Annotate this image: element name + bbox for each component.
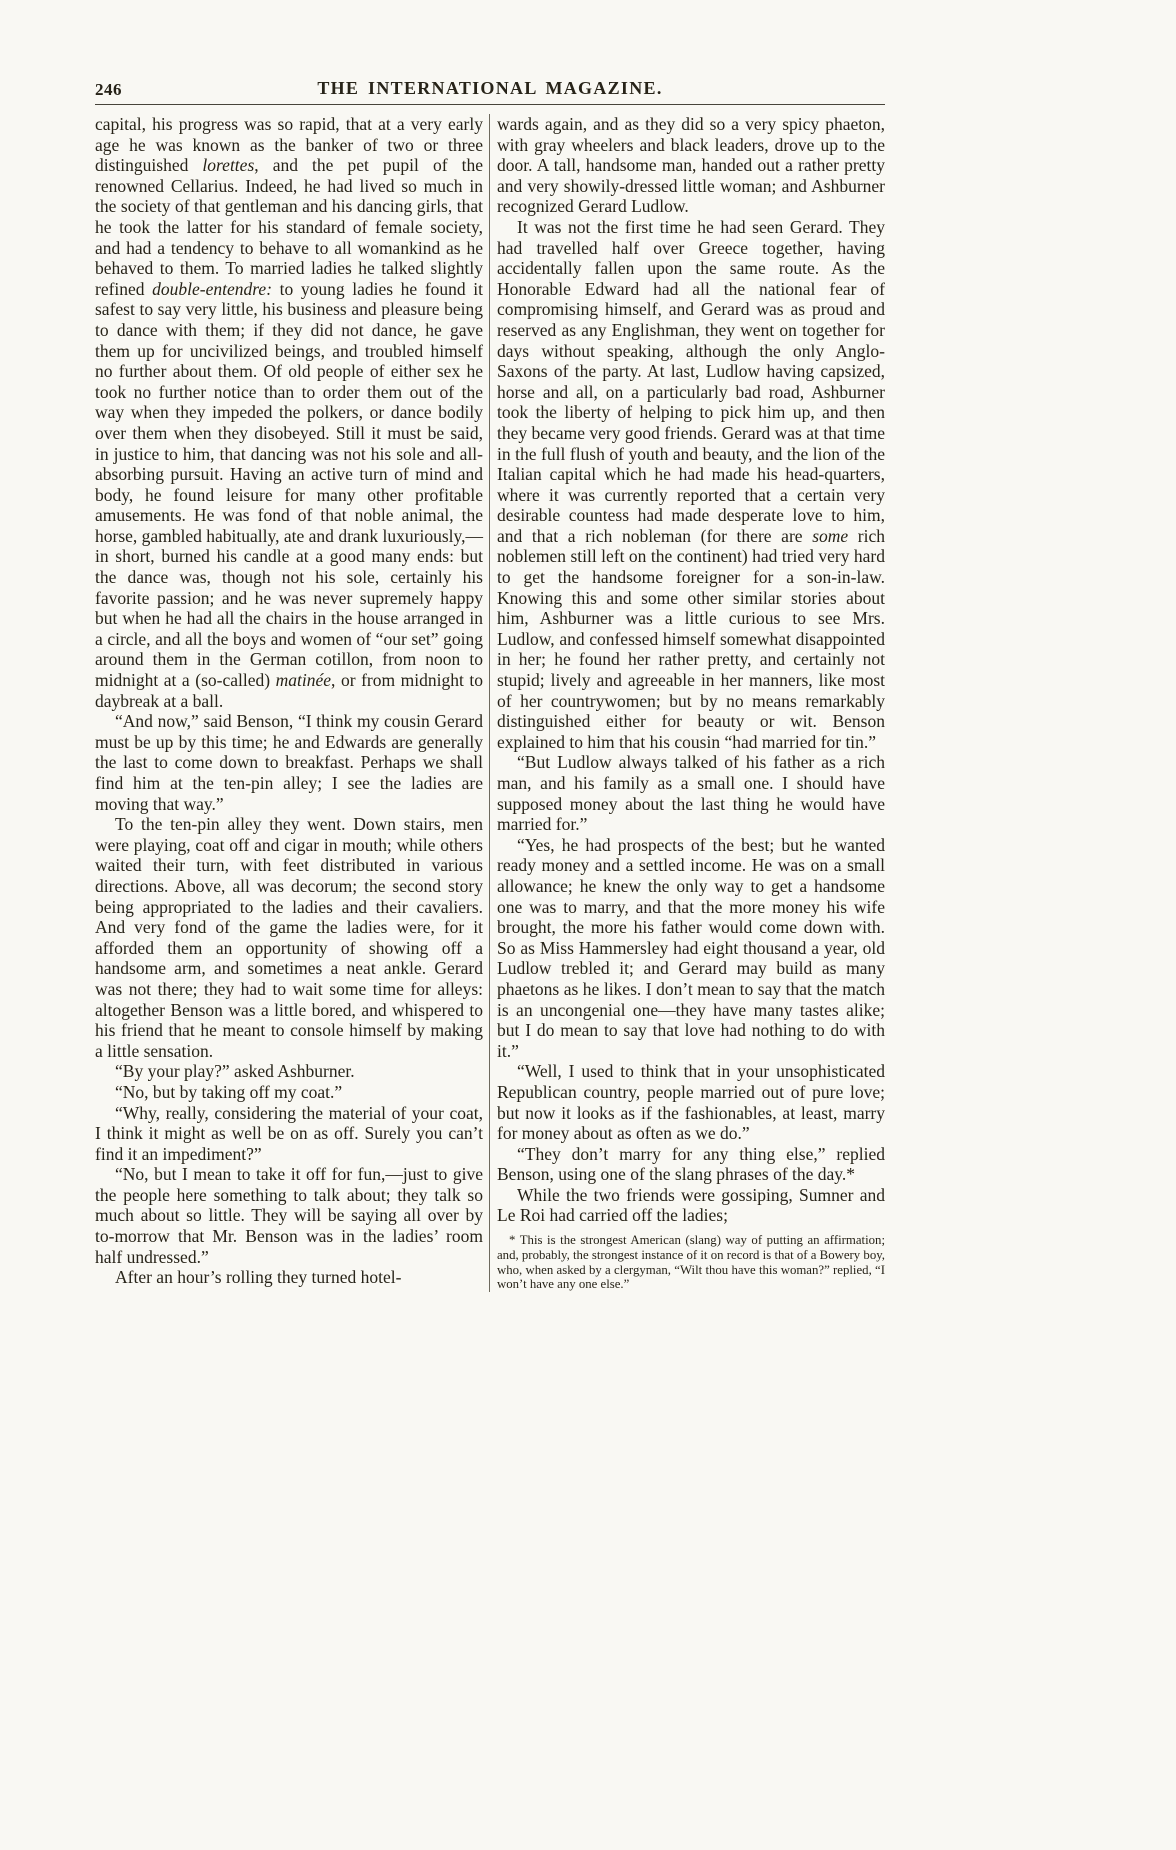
paragraph <box>497 1185 885 1226</box>
text-segment: It was not the first time he had seen Gerard. They had travelled half over Greece together, having accidentally fallen upon the same route. As the Honorable Edward had all the national fear of compromising himself, and Gerard was as proud and reserved as any Englishman, they went on together for days without speaking, although the only Anglo-Saxons of the party. At last, Ludlow having capsized, horse and all, on a particularly bad road, Ashburner took the liberty of helping to pick him up, and then they became very good friends. Gerard was at that time in the full flush of youth and beauty, and the lion of the Italian capital which he had made his head-quarters, where it was currently reported that a certain very desirable countess had made desperate love to him, and that a rich nobleman (for there are <box>497 216 885 546</box>
text-segment: To the ten-pin alley they went. Down stairs, men were playing, coat off and cigar in mouth; while others waited their turn, with feet distributed in various directions. Above, all was decorum; the second story being appropriated to the ladies and their cavaliers. And very fond of the game the ladies were, for it afforded them an opportunity of showing off a handsome arm, and sometimes a neat ankle. Gerard was not there; they had to wait some time for alleys: altogether Benson was a little bored, and whispered to his friend that he meant to console himself by making a little sensation. <box>95 814 483 1061</box>
paragraph <box>497 114 885 217</box>
right-column <box>497 114 885 1292</box>
paragraph <box>497 752 885 834</box>
paragraph <box>497 1233 885 1292</box>
paragraph <box>497 1144 885 1185</box>
paragraph <box>95 114 483 711</box>
text-segment: “Yes, he had prospects of the best; but he wanted ready money and a settled income. He was on a small allowance; he knew the only way to get a handsome one was to marry, and that the more money his wife brought, the more his father would come down with. So as Miss Hammersley had eight thousand a year, old Ludlow trebled it; and Gerard may build as many phaetons as he likes. I don’t mean to say that the match is an uncongenial one—they have many tastes alike; but I do mean to say that love had nothing to do with it.” <box>497 834 885 1061</box>
text-segment: “No, but by taking off my coat.” <box>115 1081 343 1102</box>
text-segment: “And now,” said Benson, “I think my cousin Gerard must be up by this time; he and Edwards are generally the last to come down to breakfast. Perhaps we shall find him at the ten-pin alley; I see the ladies are moving that way.” <box>95 711 483 814</box>
text-segment: “Why, really, considering the material of your coat, I think it might as well be on as off. Surely you can’t find it an impediment?” <box>95 1102 483 1164</box>
text-segment: “But Ludlow always talked of his father as a rich man, and his family as a small one. I should have supposed money about the last thing he would have married for.” <box>497 752 885 835</box>
paragraph <box>497 1061 885 1143</box>
page-number: 246 <box>95 80 122 99</box>
paragraph <box>95 814 483 1061</box>
text-segment: After an hour’s rolling they turned hotel- <box>115 1267 402 1288</box>
paragraph <box>497 217 885 752</box>
text-segment: capital, his progress was so rapid, that at a very early age he was known as the banker of two or three distinguished <box>95 114 483 176</box>
text-segment: “By your play?” asked Ashburner. <box>115 1061 355 1082</box>
text-segment: matinée <box>275 670 332 691</box>
text-segment: lorettes <box>202 155 255 176</box>
text-segment: , and the pet pupil of the renowned Cellarius. Indeed, he had lived so much in the society of that gentleman and his dancing girls, that he took the latter for his standard of female society, and had a tendency to behave to all womankind as he behaved to them. To married ladies he talked slightly refined <box>95 155 483 299</box>
text-segment: “Well, I used to think that in your unsophisticated Republican country, people married out of pure love; but now it looks as if the fashionables, at least, marry for money about as often as we do.” <box>497 1061 885 1144</box>
text-segment: , or from midnight to daybreak at a ball. <box>95 670 484 711</box>
text-segment: * This is the strongest American (slang) way of putting an affirmation; and, probably, the strongest instance of it on record is that of a Bowery boy, who, when asked by a clergyman, “Wilt thou have this woman?” replied, “I won’t have any one else.” <box>497 1233 885 1292</box>
paragraph <box>95 1164 483 1267</box>
column-rule <box>489 114 490 1292</box>
page-header <box>95 78 885 105</box>
text-segment: While the two friends were gossiping, Sumner and Le Roi had carried off the ladies; <box>497 1184 885 1226</box>
right-column-text <box>497 114 885 1226</box>
magazine-title: THE INTERNATIONAL MAGAZINE. <box>317 78 663 98</box>
text-segment: some <box>812 525 849 546</box>
text-segment: “They don’t marry for any thing else,” replied Benson, using one of the slang phrases of the day.* <box>497 1143 885 1185</box>
text-segment: wards again, and as they did so a very spicy phaeton, with gray wheelers and black leaders, drove up to the door. A tall, handsome man, handed out a rather pretty and very showily-dressed little woman; and Ashburner recognized Gerard Ludlow. <box>497 114 885 217</box>
paragraph <box>95 1103 483 1165</box>
paragraph <box>95 1267 483 1288</box>
text-segment: “No, but I mean to take it off for fun,—just to give the people here something to talk about; they talk so much about so little. They will be saying all over by to-morrow that Mr. Benson was in the ladies’ room half undressed.” <box>95 1164 483 1267</box>
text-segment: to young ladies he found it safest to say very little, his business and pleasure being to dance with them; if they did not dance, he gave them up for uncivilized beings, and troubled himself no further about them. Of old people of either sex he took no further notice than to order them out of the way when they impeded the polkers, or dance bodily over them when they disobeyed. Still it must be said, in justice to him, that dancing was not his sole and all-absorbing pursuit. Having an active turn of mind and body, he found leisure for many other profitable amusements. He was fond of that noble animal, the horse, gambled habitually, ate and drank luxuriously,—in short, burned his candle at a good many ends: but the dance was, though not his sole, certainly his favorite passion; and he was never supremely happy but when he had all the chairs in the house arranged in a circle, and all the boys and women of “our set” going around them in the German cotillon, from noon to midnight at a (so-called) <box>95 278 483 691</box>
paragraph <box>95 1082 483 1103</box>
paragraph <box>95 1061 483 1082</box>
left-column <box>95 114 483 1292</box>
footnote <box>497 1233 885 1292</box>
paragraph <box>95 711 483 814</box>
paragraph <box>497 835 885 1062</box>
page-content <box>95 114 885 1292</box>
text-segment: rich noblemen still left on the continent) had tried very hard to get the handsome foreigner for a son-in-law. Knowing this and some other similar stories about him, Ashburner was a little curious to see Mrs. Ludlow, and confessed himself somewhat disappointed in her; he found her rather pretty, and certainly not stupid; lively and agreeable in her manners, like most of her countrywomen; but by no means remarkably distinguished either for beauty or wit. Benson explained to him that his cousin “had married for tin.” <box>497 525 886 752</box>
text-segment: double-entendre: <box>152 278 273 299</box>
